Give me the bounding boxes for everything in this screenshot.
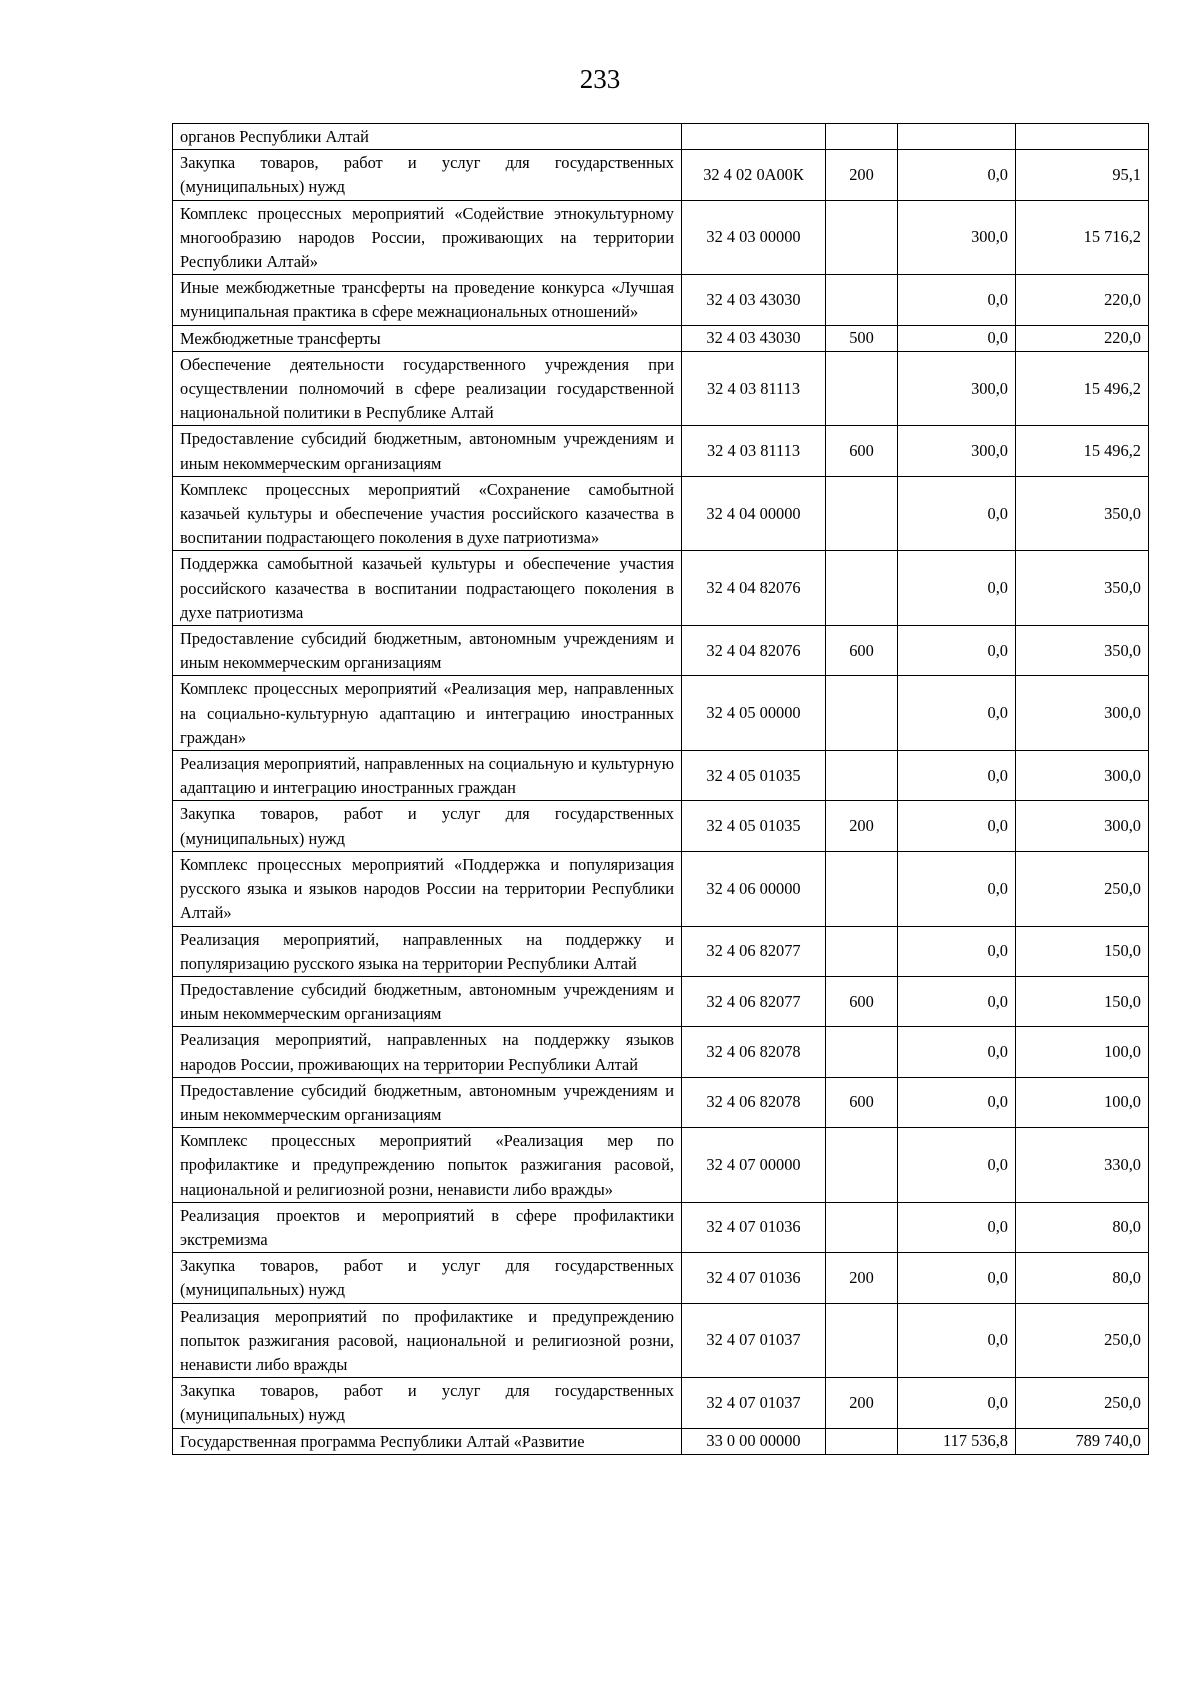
- row-name-text: Поддержка самобытной казачьей культуры и обеспечение участия российского казачества в воспитании подрастающего поколения в духе патриотизма: [180, 554, 674, 622]
- row-amount-1-cell: 0,0: [898, 325, 1016, 351]
- table-row: [173, 351, 1149, 426]
- row-amount-2-cell: 15 716,2: [1016, 200, 1149, 275]
- row-name-cell: [173, 275, 682, 325]
- row-expense-type-cell: [826, 1128, 898, 1203]
- row-code-cell: 32 4 07 01037: [682, 1303, 826, 1378]
- row-amount-2-cell: 15 496,2: [1016, 426, 1149, 476]
- row-name-cell: [173, 1428, 682, 1454]
- row-amount-2-cell: 80,0: [1016, 1202, 1149, 1252]
- row-code-cell: 32 4 06 00000: [682, 851, 826, 926]
- row-amount-1-cell: 0,0: [898, 1128, 1016, 1203]
- row-name-cell: [173, 1253, 682, 1303]
- row-code-cell: 32 4 03 81113: [682, 426, 826, 476]
- row-name-cell: [173, 801, 682, 851]
- row-amount-2-cell: 350,0: [1016, 626, 1149, 676]
- row-name-cell: [173, 1303, 682, 1378]
- row-amount-2-cell: 300,0: [1016, 751, 1149, 801]
- row-code-cell: 32 4 06 82077: [682, 926, 826, 976]
- row-expense-type-cell: [826, 551, 898, 626]
- row-amount-2-cell: 95,1: [1016, 150, 1149, 200]
- row-code-cell: 32 4 07 00000: [682, 1128, 826, 1203]
- row-name-cell: [173, 1077, 682, 1127]
- table-row: [173, 1077, 1149, 1127]
- row-name-cell: [173, 476, 682, 551]
- row-amount-1-cell: 0,0: [898, 851, 1016, 926]
- row-expense-type-cell: [826, 926, 898, 976]
- row-amount-1-cell: 0,0: [898, 476, 1016, 551]
- row-code-cell: 33 0 00 00000: [682, 1428, 826, 1454]
- row-expense-type-cell: [826, 676, 898, 751]
- table-row: [173, 926, 1149, 976]
- table-row: [173, 426, 1149, 476]
- table-row: [173, 751, 1149, 801]
- row-amount-1-cell: 300,0: [898, 351, 1016, 426]
- row-name-cell: [173, 1202, 682, 1252]
- row-amount-1-cell: 0,0: [898, 551, 1016, 626]
- row-code-cell: 32 4 05 01035: [682, 801, 826, 851]
- row-name-cell: [173, 1378, 682, 1428]
- row-name-cell: [173, 1128, 682, 1203]
- row-expense-type-cell: [826, 1428, 898, 1454]
- row-amount-1-cell: 0,0: [898, 751, 1016, 801]
- row-name-cell: [173, 325, 682, 351]
- table-row: [173, 200, 1149, 275]
- row-name-text: Предоставление субсидий бюджетным, автономным учреждениям и иным некоммерческим организациям: [180, 1080, 674, 1124]
- row-name-cell: [173, 426, 682, 476]
- row-amount-1-cell: 117 536,8: [898, 1428, 1016, 1454]
- row-code-cell: 32 4 06 82078: [682, 1027, 826, 1077]
- row-amount-1-cell: 0,0: [898, 976, 1016, 1026]
- row-code-cell: 32 4 05 00000: [682, 676, 826, 751]
- row-expense-type-cell: 200: [826, 1253, 898, 1303]
- row-amount-1-cell: 0,0: [898, 150, 1016, 200]
- row-amount-1-cell: 0,0: [898, 626, 1016, 676]
- row-code-cell: 32 4 06 82077: [682, 976, 826, 1026]
- row-code-cell: 32 4 04 82076: [682, 551, 826, 626]
- row-code-cell: 32 4 07 01036: [682, 1253, 826, 1303]
- budget-table-body: [173, 124, 1149, 1455]
- row-expense-type-cell: 500: [826, 325, 898, 351]
- row-amount-1-cell: 0,0: [898, 801, 1016, 851]
- page-number: 233: [579, 64, 621, 94]
- table-row: [173, 1027, 1149, 1077]
- row-name-text: Реализация мероприятий по профилактике и предупреждению попыток разжигания расовой, национальной и религиозной розни, ненависти либо вражды: [180, 1306, 674, 1374]
- table-row: [173, 551, 1149, 626]
- row-name-text: Реализация проектов и мероприятий в сфере профилактики экстремизма: [180, 1205, 674, 1249]
- row-amount-1-cell: 300,0: [898, 200, 1016, 275]
- row-name-cell: [173, 1027, 682, 1077]
- row-amount-1-cell: 0,0: [898, 1077, 1016, 1127]
- row-amount-2-cell: 350,0: [1016, 476, 1149, 551]
- row-name-text: органов Республики Алтай: [180, 127, 369, 146]
- row-expense-type-cell: [826, 476, 898, 551]
- row-code-cell: 32 4 04 82076: [682, 626, 826, 676]
- row-amount-2-cell: 789 740,0: [1016, 1428, 1149, 1454]
- row-amount-1-cell: 0,0: [898, 1202, 1016, 1252]
- table-row: [173, 275, 1149, 325]
- row-expense-type-cell: [826, 851, 898, 926]
- row-name-text: Государственная программа Республики Алтай «Развитие: [180, 1431, 585, 1451]
- table-row: [173, 1128, 1149, 1203]
- table-row: [173, 1202, 1149, 1252]
- row-amount-2-cell: 15 496,2: [1016, 351, 1149, 426]
- table-row: [173, 1428, 1149, 1454]
- row-expense-type-cell: 200: [826, 801, 898, 851]
- table-row: [173, 476, 1149, 551]
- row-name-text: Обеспечение деятельности государственного учреждения при осуществлении полномочий в сфере реализации государственной национальной политики в Республике Алтай: [180, 354, 674, 423]
- row-code-cell: 32 4 06 82078: [682, 1077, 826, 1127]
- row-code-cell: 32 4 04 00000: [682, 476, 826, 551]
- row-amount-1-cell: 0,0: [898, 1253, 1016, 1303]
- row-name-text: Закупка товаров, работ и услуг для государственных (муниципальных) нужд: [180, 153, 674, 197]
- row-name-cell: [173, 626, 682, 676]
- row-name-cell: [173, 200, 682, 275]
- row-name-text: Предоставление субсидий бюджетным, автономным учреждениям и иным некоммерческим организациям: [180, 629, 674, 673]
- table-row: [173, 801, 1149, 851]
- row-code-cell: 32 4 07 01037: [682, 1378, 826, 1428]
- row-name-text: Комплекс процессных мероприятий «Реализация мер, направленных на социально-культурную адаптацию и интеграцию иностранных граждан»: [180, 679, 674, 747]
- row-expense-type-cell: 200: [826, 150, 898, 200]
- row-name-text: Предоставление субсидий бюджетным, автономным учреждениям и иным некоммерческим организациям: [180, 429, 674, 473]
- row-amount-2-cell: 250,0: [1016, 851, 1149, 926]
- row-name-text: Комплекс процессных мероприятий «Содействие этнокультурному многообразию народов России, проживающих на территории Республики Алтай»: [180, 203, 674, 272]
- row-name-cell: [173, 150, 682, 200]
- row-name-text: Закупка товаров, работ и услуг для государственных (муниципальных) нужд: [180, 1256, 674, 1300]
- row-amount-1-cell: 300,0: [898, 426, 1016, 476]
- row-expense-type-cell: [826, 351, 898, 426]
- table-row: [173, 851, 1149, 926]
- row-amount-1-cell: 0,0: [898, 1027, 1016, 1077]
- row-amount-1-cell: 0,0: [898, 1303, 1016, 1378]
- row-name-text: Межбюджетные трансферты: [180, 328, 381, 348]
- row-name-cell: [173, 751, 682, 801]
- row-amount-2-cell: 220,0: [1016, 325, 1149, 351]
- row-expense-type-cell: 200: [826, 1378, 898, 1428]
- row-code-cell: 32 4 03 43030: [682, 325, 826, 351]
- table-row: [173, 1253, 1149, 1303]
- row-amount-1-cell: 0,0: [898, 275, 1016, 325]
- row-amount-2-cell: 350,0: [1016, 551, 1149, 626]
- row-expense-type-cell: [826, 751, 898, 801]
- row-name-cell: [173, 976, 682, 1026]
- row-name-cell: [173, 676, 682, 751]
- table-row: [173, 976, 1149, 1026]
- row-expense-type-cell: 600: [826, 426, 898, 476]
- table-row: [173, 1303, 1149, 1378]
- row-amount-2-cell: 250,0: [1016, 1303, 1149, 1378]
- row-name-cell: [173, 851, 682, 926]
- row-name-cell: [173, 551, 682, 626]
- row-amount-2-cell: 100,0: [1016, 1027, 1149, 1077]
- row-amount-1-cell: 0,0: [898, 926, 1016, 976]
- row-amount-2-cell: 250,0: [1016, 1378, 1149, 1428]
- row-code-cell: 32 4 03 81113: [682, 351, 826, 426]
- row-expense-type-cell: 600: [826, 626, 898, 676]
- row-name-text: Закупка товаров, работ и услуг для государственных (муниципальных) нужд: [180, 804, 674, 848]
- row-expense-type-cell: [826, 200, 898, 275]
- row-expense-type-cell: 600: [826, 976, 898, 1026]
- row-amount-1-cell: 0,0: [898, 676, 1016, 751]
- row-amount-2-cell: 300,0: [1016, 801, 1149, 851]
- row-name-text: Реализация мероприятий, направленных на социальную и культурную адаптацию и интеграцию иностранных граждан: [180, 754, 674, 798]
- row-code-cell: 32 4 03 43030: [682, 275, 826, 325]
- row-name-text: Иные межбюджетные трансферты на проведение конкурса «Лучшая муниципальная практика в сфере межнациональных отношений»: [180, 278, 674, 322]
- row-amount-2-cell: 150,0: [1016, 926, 1149, 976]
- table-row: [173, 676, 1149, 751]
- row-name-cell: [173, 926, 682, 976]
- row-name-text: Комплекс процессных мероприятий «Реализация мер по профилактике и предупреждению попыток разжигания расовой, национальной и религиозной розни, ненависти либо вражды»: [180, 1131, 674, 1199]
- row-amount-2-cell: [1016, 124, 1149, 150]
- row-name-text: Комплекс процессных мероприятий «Поддержка и популяризация русского языка и языков народов России на территории Республики Алтай»: [180, 854, 674, 923]
- row-name-cell: [173, 124, 682, 150]
- row-code-cell: 32 4 05 01035: [682, 751, 826, 801]
- row-expense-type-cell: [826, 275, 898, 325]
- row-name-text: Предоставление субсидий бюджетным, автономным учреждениям и иным некоммерческим организациям: [180, 979, 674, 1024]
- row-name-text: Закупка товаров, работ и услуг для государственных (муниципальных) нужд: [180, 1381, 674, 1425]
- row-name-text: Комплекс процессных мероприятий «Сохранение самобытной казачьей культуры и обеспечение участия российского казачества в воспитании подрастающего поколения в духе патриотизма»: [180, 479, 674, 548]
- table-row: [173, 124, 1149, 150]
- row-amount-2-cell: 300,0: [1016, 676, 1149, 751]
- budget-table: [172, 123, 1149, 1455]
- row-amount-1-cell: 0,0: [898, 1378, 1016, 1428]
- row-amount-1-cell: [898, 124, 1016, 150]
- row-code-cell: 32 4 02 0А00К: [682, 150, 826, 200]
- row-code-cell: 32 4 03 00000: [682, 200, 826, 275]
- row-name-text: Реализация мероприятий, направленных на поддержку и популяризацию русского языка на территории Республики Алтай: [180, 929, 674, 973]
- row-amount-2-cell: 330,0: [1016, 1128, 1149, 1203]
- row-amount-2-cell: 220,0: [1016, 275, 1149, 325]
- table-row: [173, 626, 1149, 676]
- row-code-cell: [682, 124, 826, 150]
- row-amount-2-cell: 150,0: [1016, 976, 1149, 1026]
- row-name-text: Реализация мероприятий, направленных на поддержку языков народов России, проживающих на территории Республики Алтай: [180, 1030, 674, 1074]
- table-row: [173, 1378, 1149, 1428]
- row-name-cell: [173, 351, 682, 426]
- row-expense-type-cell: 600: [826, 1077, 898, 1127]
- row-expense-type-cell: [826, 124, 898, 150]
- row-expense-type-cell: [826, 1202, 898, 1252]
- row-expense-type-cell: [826, 1303, 898, 1378]
- row-expense-type-cell: [826, 1027, 898, 1077]
- table-row: [173, 325, 1149, 351]
- table-row: [173, 150, 1149, 200]
- row-amount-2-cell: 80,0: [1016, 1253, 1149, 1303]
- row-amount-2-cell: 100,0: [1016, 1077, 1149, 1127]
- row-code-cell: 32 4 07 01036: [682, 1202, 826, 1252]
